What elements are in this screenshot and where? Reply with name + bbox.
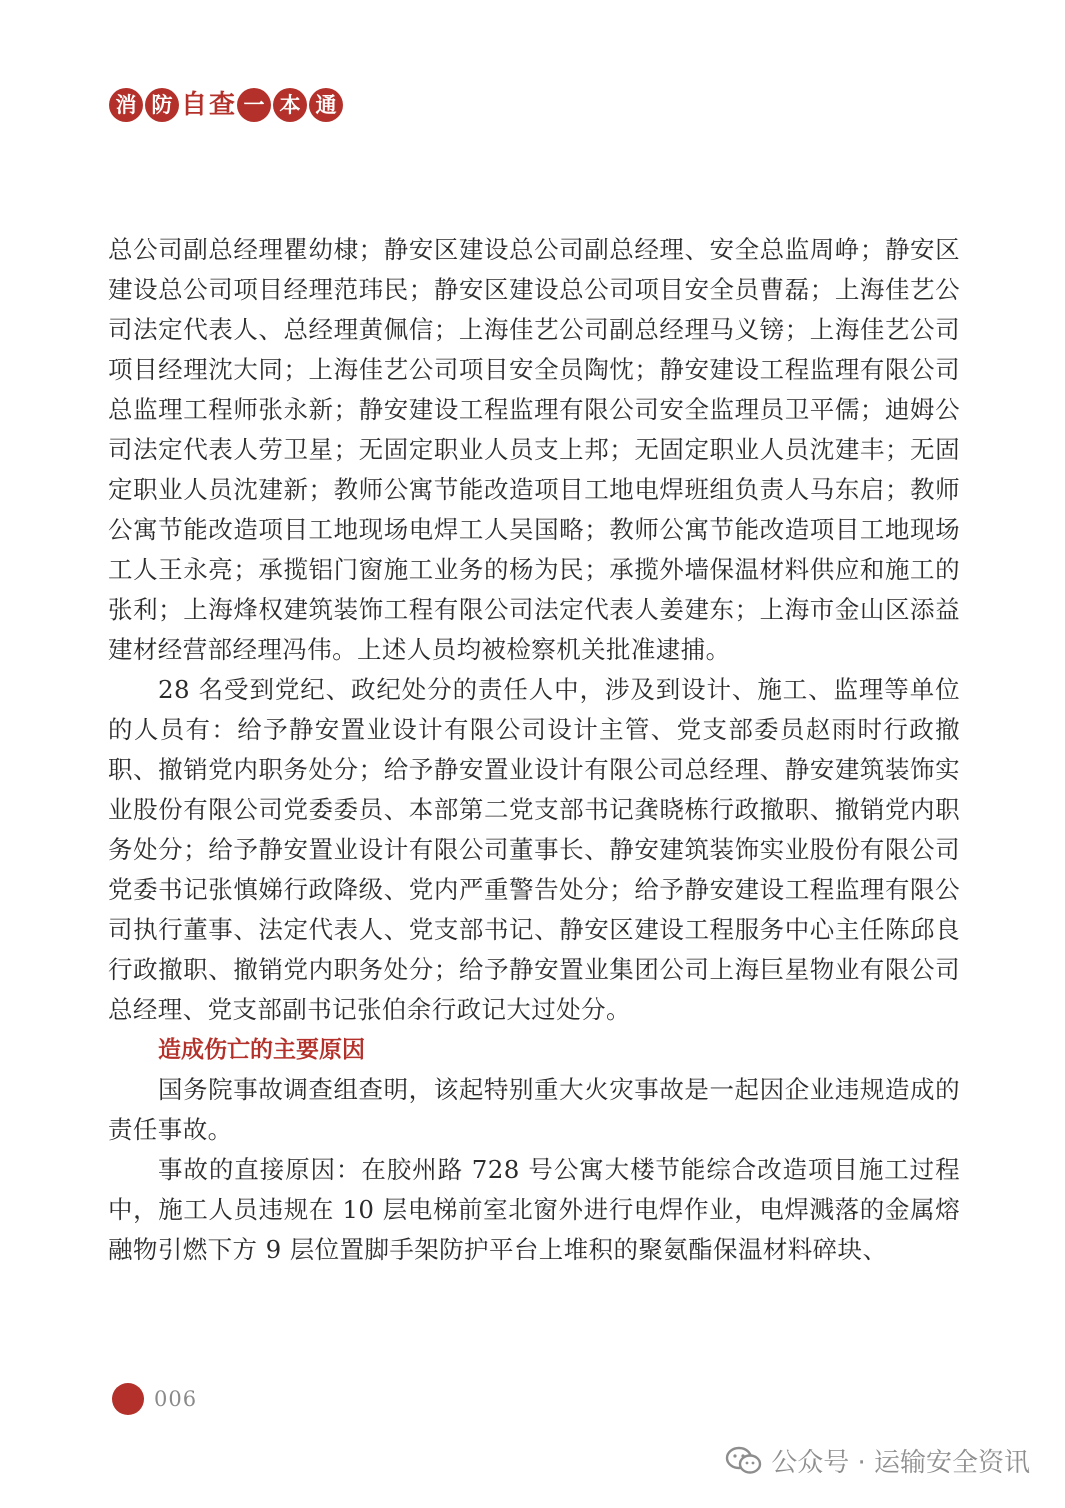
watermark-text: 公众号 · 运输安全资讯: [771, 1448, 1030, 1478]
section-heading: 造成伤亡的主要原因: [158, 1037, 365, 1063]
paragraph-sanctions: 28 名受到党纪、政纪处分的责任人中，涉及到设计、施工、监理等单位的人员有：给予静安置业设计有限公司设计主管、党支部委员赵雨时行政撤职、撤销党内职务处分；给予静安置业设计有限公司总经理、静安建筑装饰实业股份有限公司党委委员、本部第二党支部书记龚晓栋行政撤职、撤销党内职务处分；给予静安置业设计有限公司董事长、静安建筑装饰实业股份有限公司党委书记张慎娣行政降级、党内严重警告处分；给予静安建设工程监理有限公司执行董事、法定代表人、党支部书记、静安区建设工程服务中心主任陈邱良行政撤职、撤销党内职务处分；给予静安置业集团公司上海巨星物业有限公司总经理、党支部副书记张伯余行政记大过处分。: [108, 675, 960, 1024]
page-marker-icon: [112, 1383, 144, 1415]
book-title-char: 通: [309, 88, 343, 122]
page-footer: [112, 1383, 197, 1415]
book-title-char: 一: [237, 88, 271, 122]
paragraph-continued: 总公司副总经理瞿幼棣；静安区建设总公司副总经理、安全总监周峥；静安区建设总公司项目经理范玮民；静安区建设总公司项目安全员曹磊；上海佳艺公司法定代表人、总经理黄佩信；上海佳艺公司副总经理马义镑；上海佳艺公司项目经理沈大同；上海佳艺公司项目安全员陶忱；静安建设工程监理有限公司总监理工程师张永新；静安建设工程监理有限公司安全监理员卫平儒；迪姆公司法定代表人劳卫星；无固定职业人员支上邦；无固定职业人员沈建丰；无固定职业人员沈建新；教师公寓节能改造项目工地电焊班组负责人马东启；教师公寓节能改造项目工地现场电焊工人吴国略；教师公寓节能改造项目工地现场工人王永亮；承揽铝门窗施工业务的杨为民；承揽外墙保温材料供应和施工的张利；上海烽权建筑装饰工程有限公司法定代表人姜建东；上海市金山区添益建材经营部经理冯伟。上述人员均被检察机关批准逮捕。: [108, 235, 960, 664]
book-title-char: 防: [145, 88, 179, 122]
paragraph-conclusion: 国务院事故调查组查明，该起特别重大火灾事故是一起因企业违规造成的责任事故。: [108, 1075, 960, 1144]
book-title-char: 本: [273, 88, 307, 122]
paragraph-direct-cause: 事故的直接原因：在胶州路 728 号公寓大楼节能综合改造项目施工过程中，施工人员违规在 10 层电梯前室北窗外进行电焊作业，电焊溅落的金属熔融物引燃下方 9 层位置脚手架防护平台上堆积的聚氨酯保温材料碎块、: [108, 1155, 960, 1264]
book-title-char: 查: [209, 90, 236, 120]
wechat-icon: [725, 1445, 763, 1477]
wechat-watermark: [725, 1442, 1030, 1479]
book-title-char: 消: [109, 88, 143, 122]
book-title-header: [108, 88, 344, 122]
page-number: 006: [154, 1387, 198, 1411]
page-body: [108, 230, 960, 1270]
book-title-char: 自: [181, 90, 208, 120]
